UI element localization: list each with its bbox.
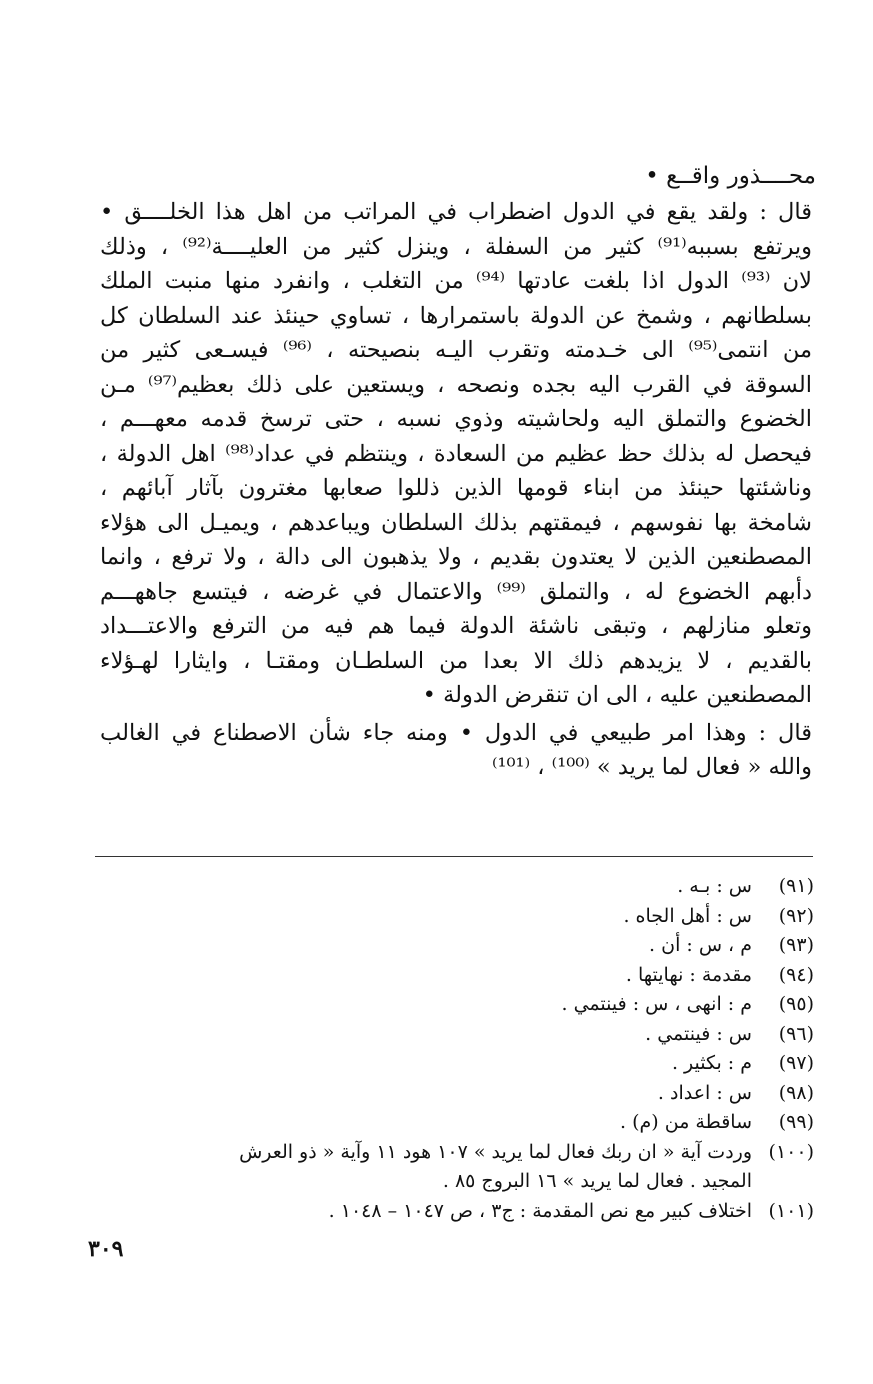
footnote-text: اختلاف كبير مع نص المقدمة : ج٣ ، ص ١٠٤٧ – ١٠٤٨ . — [328, 1199, 752, 1222]
footnote-text: وردت آية « ان ربك فعال لما يريد » ١٠٧ هود ١١ وآية « ذو العرش — [239, 1140, 752, 1163]
footnote — [120, 961, 814, 991]
footnote-text: س : اعداد . — [657, 1081, 752, 1104]
text-line: دأبهم الخضوع له ، والتملق ⁽⁹⁹⁾ والاعتمال في غرضه ، فيتسع جاههـــم — [100, 578, 812, 605]
footnote — [120, 872, 814, 902]
footnote — [120, 931, 814, 961]
text-line: المصطنعين الذين لا يعتدون بقديم ، ولا يذهبون الى دالة ، ولا ترفع ، وانما — [100, 544, 812, 570]
footnote-text: مقدمة : نهايتها . — [625, 963, 752, 986]
footnote — [120, 990, 814, 1020]
footnote-divider — [95, 856, 813, 857]
footnote-text: المجيد . فعال لما يريد » ١٦ البروج ٨٥ . — [442, 1170, 752, 1192]
footnote — [120, 1079, 814, 1109]
footnotes — [120, 872, 814, 1226]
text-line: ويرتفع بسببه⁽⁹¹⁾ كثير من السفلة ، وينزل كثير من العليــــة⁽⁹²⁾ ، وذلك — [100, 233, 812, 260]
footnote — [120, 1049, 814, 1079]
footnote-text: س : فينتمي . — [645, 1022, 752, 1045]
text-line: شامخة بها نفوسهم ، فيمقتهم بذلك السلطان ويباعدهم ، ويميـل الى هؤلاء — [100, 509, 812, 536]
page-number: ٣٠٩ — [88, 1236, 124, 1262]
text-line: المصطنعين عليه ، الى ان تنقرض الدولة • — [422, 682, 812, 708]
footnote-number: (١٠٠) — [768, 1140, 814, 1163]
paragraph-1 — [100, 195, 812, 713]
text-line: لان ⁽⁹³⁾ الدول اذا بلغت عادتها ⁽⁹⁴⁾ من التغلب ، وانفرد منها منبت الملك — [100, 268, 812, 294]
footnote-text: س : بـه . — [677, 875, 752, 897]
text-line: السوقة في القرب اليه بجده ونصحه ، ويستعين على ذلك بعظيم⁽⁹⁷⁾ مـن — [100, 371, 812, 398]
footnote-text: م : بكثير . — [671, 1052, 752, 1074]
section-heading: محــــذور واقــع • — [645, 163, 816, 189]
footnote-text: ساقطة من (م) . — [620, 1111, 752, 1133]
footnote-number: (٩٩) — [778, 1111, 814, 1133]
footnote — [120, 1138, 814, 1168]
text-line: بالقديم ، لا يزيدهم ذلك الا بعدا من السلطـان ومقتـا ، وايثارا لهـؤلاء — [100, 647, 812, 674]
footnote — [120, 902, 814, 932]
footnote-text: س : أهل الجاه . — [623, 904, 752, 927]
footnote — [120, 1020, 814, 1050]
footnote-number: (٩٤) — [778, 963, 814, 986]
text-line: قال : وهذا امر طبيعي في الدول • ومنه جاء شأن الاصطناع في الغالب — [100, 719, 812, 746]
text-line: وتعلو منازلهم ، وتبقى ناشئة الدولة فيما هم فيه من الترفع والاعتـــداد — [100, 613, 812, 639]
text-line: والله « فعال لما يريد » ⁽¹⁰⁰⁾ ، ⁽¹⁰¹⁾ — [491, 754, 812, 780]
text-line: فيحصل له بذلك حظ عظيم من السعادة ، وينتظم في عداد⁽⁹⁸⁾ اهل الدولة ، — [100, 440, 812, 467]
footnote-number: (٩٣) — [778, 934, 814, 956]
text-line: قال : ولقد يقع في الدول اضطراب في المراتب من اهل هذا الخلــــق • — [100, 199, 812, 225]
footnote-number: (٩٦) — [778, 1022, 814, 1045]
text-line: من انتمى⁽⁹⁵⁾ الى خـدمته وتقرب اليـه بنصيحته ، ⁽⁹⁶⁾ فيسـعى كثير من — [100, 337, 813, 363]
footnote-text: م ، س : أن . — [649, 934, 752, 956]
main-text — [100, 157, 816, 785]
text-line: وناشئتها حينئذ من ابناء قومها الذين ذللوا صعابها مغترون بآثار آبائهم ، — [100, 475, 812, 501]
footnote-number: (٩٧) — [778, 1052, 814, 1074]
footnote — [120, 1108, 814, 1138]
footnote — [120, 1197, 814, 1227]
text-line: الخضوع والتملق اليه ولحاشيته وذوي نسبه ، حتى ترسخ قدمه معهـــم ، — [100, 406, 812, 432]
footnote-continuation — [120, 1167, 814, 1197]
footnote-number: (٩١) — [778, 875, 814, 897]
paragraph-2 — [100, 716, 812, 785]
footnote-number: (٩٢) — [778, 904, 814, 927]
footnote-number: (١٠١) — [768, 1199, 814, 1222]
footnote-text: م : انهى ، س : فينتمي . — [561, 993, 752, 1015]
footnote-number: (٩٨) — [778, 1081, 814, 1104]
footnote-number: (٩٥) — [778, 993, 814, 1015]
text-line: بسلطانهم ، وشمخ عن الدولة باستمرارها ، تساوي حينئذ عند السلطان كل — [100, 302, 812, 329]
